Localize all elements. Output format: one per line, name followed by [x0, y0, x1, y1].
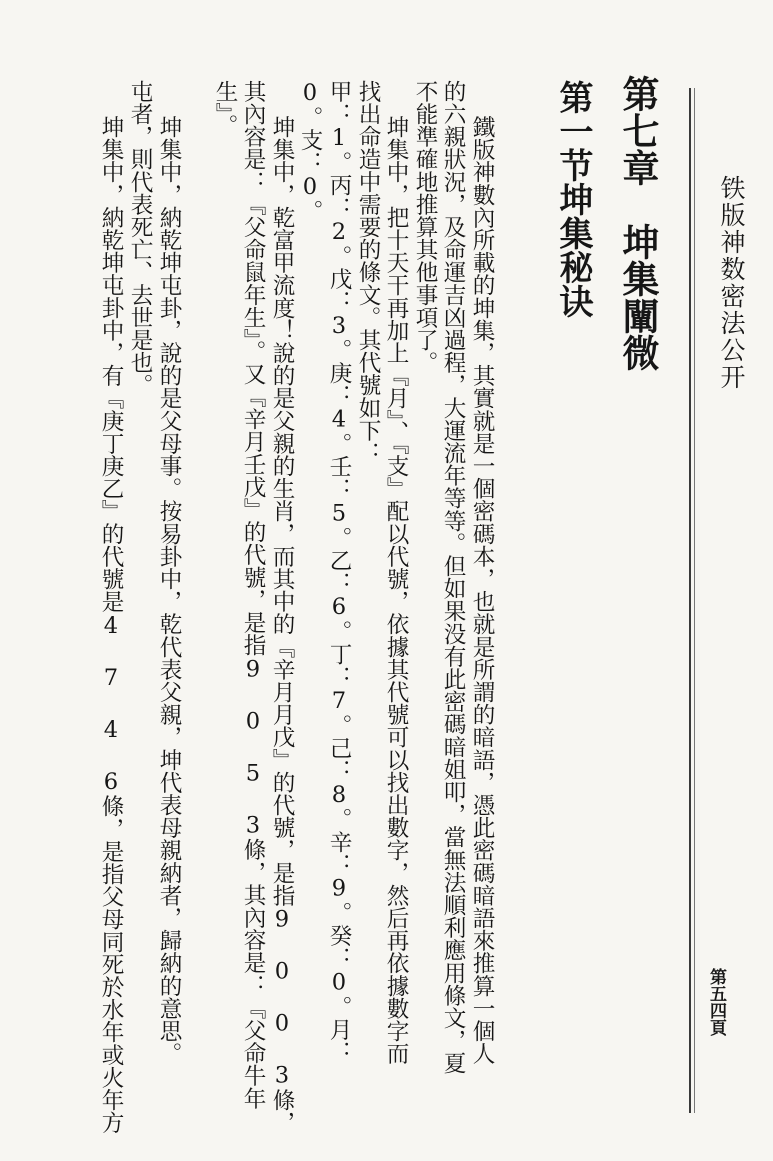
text-line-5: 找出命造中需要的條文。其代號如下： [355, 80, 381, 465]
text-line-6: 甲：1。丙：2。戊：3。庚：4。壬：5。乙：6。丁：7。己：8。辛：9。癸：0。月： [326, 80, 352, 1064]
page-border-rule-thin [694, 88, 695, 1113]
text-line-11: 坤集中，納乾坤屯卦，說的是父母事。按易卦中，乾代表父親，坤代表母親納者，歸納的意思。 [156, 93, 182, 1065]
text-line-12: 屯者，則代表死亡、去世是也。 [127, 80, 153, 397]
text-line-10: 生』。 [212, 80, 238, 137]
section-title: 第一节坤集秘诀 [553, 80, 593, 318]
text-line-4: 坤集中，把十天干再加上『月』、『支』配以代號，依據其代號可以找出數字，然后再依據數字而 [383, 93, 409, 1065]
text-line-2: 的六親狀況，及命運吉凶過程，大運流年等等。但如果没有此密碼暗姐叩，當無法順利應用條文，夏 [440, 80, 466, 1075]
text-line-1: 鐵版神數內所載的坤集，其實就是一個密碼本，也就是所謂的暗語，憑此密碼暗語來推算一個人 [469, 93, 495, 1065]
page-number: 第五四頁 [706, 968, 726, 1036]
text-line-8: 坤集中，乾富甲流度！說的是父親的生肖，而其中的『辛月月戊』的代號，是指9 0 0 3條， [269, 93, 295, 1134]
text-line-3: 不能準確地推算其他事項了。 [412, 80, 438, 374]
text-line-7: 0。支：0。 [297, 80, 323, 223]
page-border-rule [689, 88, 691, 1113]
text-line-13: 坤集中，納乾坤屯卦中，有『庚丁庚乙』的代號是4 7 4 6條，是指父母同死於水年或火年方 [98, 93, 124, 1134]
text-line-9: 其內容是：『父命鼠年生』。又『辛月壬戊』的代號，是指9 0 5 3條，其內容是：『父命牛年 [240, 80, 266, 1110]
running-title: 铁版神数密法公开 [717, 175, 746, 391]
chapter-title: 第七章 坤集闡微 [616, 75, 660, 371]
